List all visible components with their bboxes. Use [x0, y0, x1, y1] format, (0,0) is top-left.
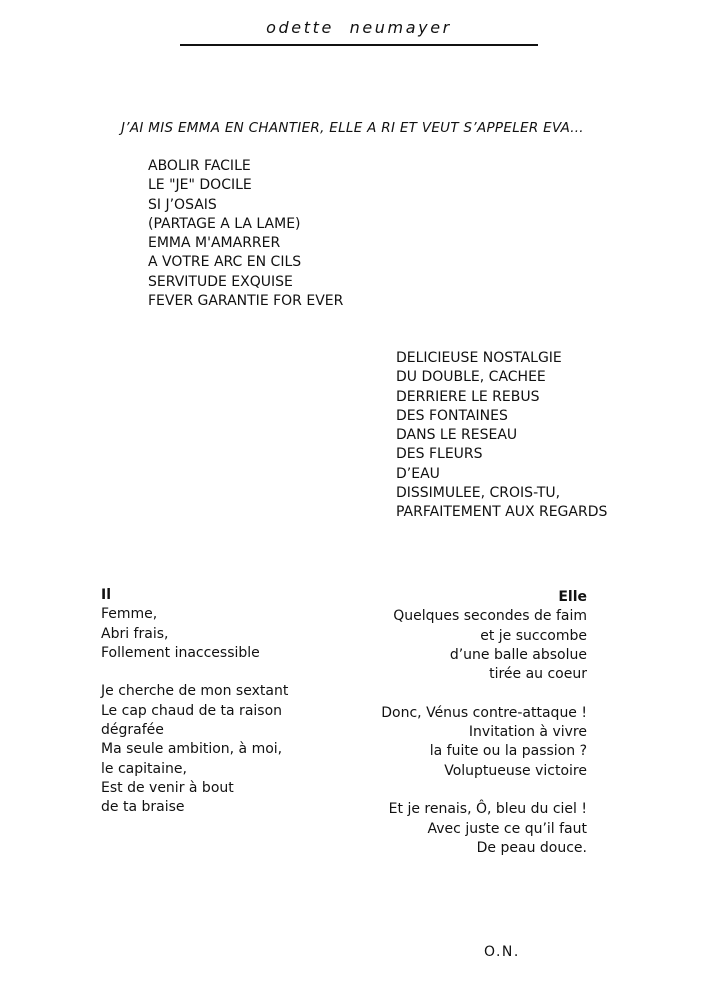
verse-line: le capitaine,	[101, 760, 187, 777]
verse-line: Donc, Vénus contre-attaque !	[381, 704, 587, 721]
verse-line: d’une balle absolue	[449, 646, 587, 663]
verse-line: dégrafée	[101, 722, 164, 739]
author-name: odette neumayer	[266, 18, 452, 37]
verse-line: A VOTRE ARC EN CILS	[148, 254, 302, 271]
verse-line: tirée au coeur	[489, 666, 587, 683]
verse-line: Je cherche de mon sextant	[101, 683, 289, 700]
verse-line: Femme,	[101, 606, 158, 623]
verse-line: ABOLIR FACILE	[148, 158, 251, 174]
dialogue-il	[101, 586, 288, 818]
il-block-1	[101, 605, 288, 663]
speaker-elle: Elle	[558, 589, 587, 605]
verse-line: la fuite ou la passion ?	[429, 743, 587, 760]
verse-line: de ta braise	[101, 799, 185, 816]
verse-line: De peau douce.	[476, 839, 587, 856]
elle-block-3	[381, 800, 587, 858]
verse-line: DISSIMULEE, CROIS-TU,	[396, 485, 561, 502]
verse-line: Avec juste ce qu’il faut	[427, 820, 587, 837]
verse-line: Follement inaccessible	[101, 644, 260, 661]
verse-line: D’EAU	[396, 465, 440, 482]
verse-line: EMMA M'AMARRER	[148, 235, 281, 252]
verse-line: Abri frais,	[101, 625, 169, 642]
verse-line: Et je renais, Ô, bleu du ciel !	[388, 801, 587, 818]
verse-line: Invitation à vivre	[468, 724, 587, 741]
poem-title: J’AI MIS EMMA EN CHANTIER, ELLE A RI ET VEUT S’APPELER EVA…	[121, 120, 584, 136]
signature: O.N.	[484, 944, 520, 960]
verse-line: DU DOUBLE, CACHEE	[396, 369, 546, 386]
verse-line: FEVER GARANTIE FOR EVER	[148, 293, 344, 310]
verse-line: DELICIEUSE NOSTALGIE	[396, 350, 562, 366]
verse-line: (PARTAGE A LA LAME)	[148, 215, 301, 232]
verse-line: DERRIERE LE REBUS	[396, 388, 540, 405]
elle-block-2	[381, 704, 587, 781]
verse-line: DANS LE RESEAU	[396, 427, 518, 444]
verse-line: SI J’OSAIS	[148, 196, 217, 213]
speaker-il: Il	[101, 587, 112, 603]
verse-line: Est de venir à bout	[101, 779, 234, 796]
elle-block-1	[381, 607, 587, 684]
page-header	[180, 14, 538, 46]
verse-line: et je succombe	[480, 627, 587, 644]
verse-line: PARFAITEMENT AUX REGARDS	[396, 504, 608, 521]
stanza-2	[396, 349, 607, 523]
verse-line: LE "JE" DOCILE	[148, 177, 252, 194]
verse-line: DES FLEURS	[396, 446, 483, 463]
dialogue-elle	[381, 588, 587, 858]
verse-line: Voluptueuse victoire	[444, 762, 587, 779]
il-block-2	[101, 682, 288, 817]
verse-line: Le cap chaud de ta raison	[101, 702, 283, 719]
verse-line: SERVITUDE EXQUISE	[148, 273, 293, 290]
stanza-1	[148, 157, 343, 311]
verse-line: Ma seule ambition, à moi,	[101, 741, 283, 758]
verse-line: DES FONTAINES	[396, 407, 508, 424]
verse-line: Quelques secondes de faim	[393, 608, 587, 625]
